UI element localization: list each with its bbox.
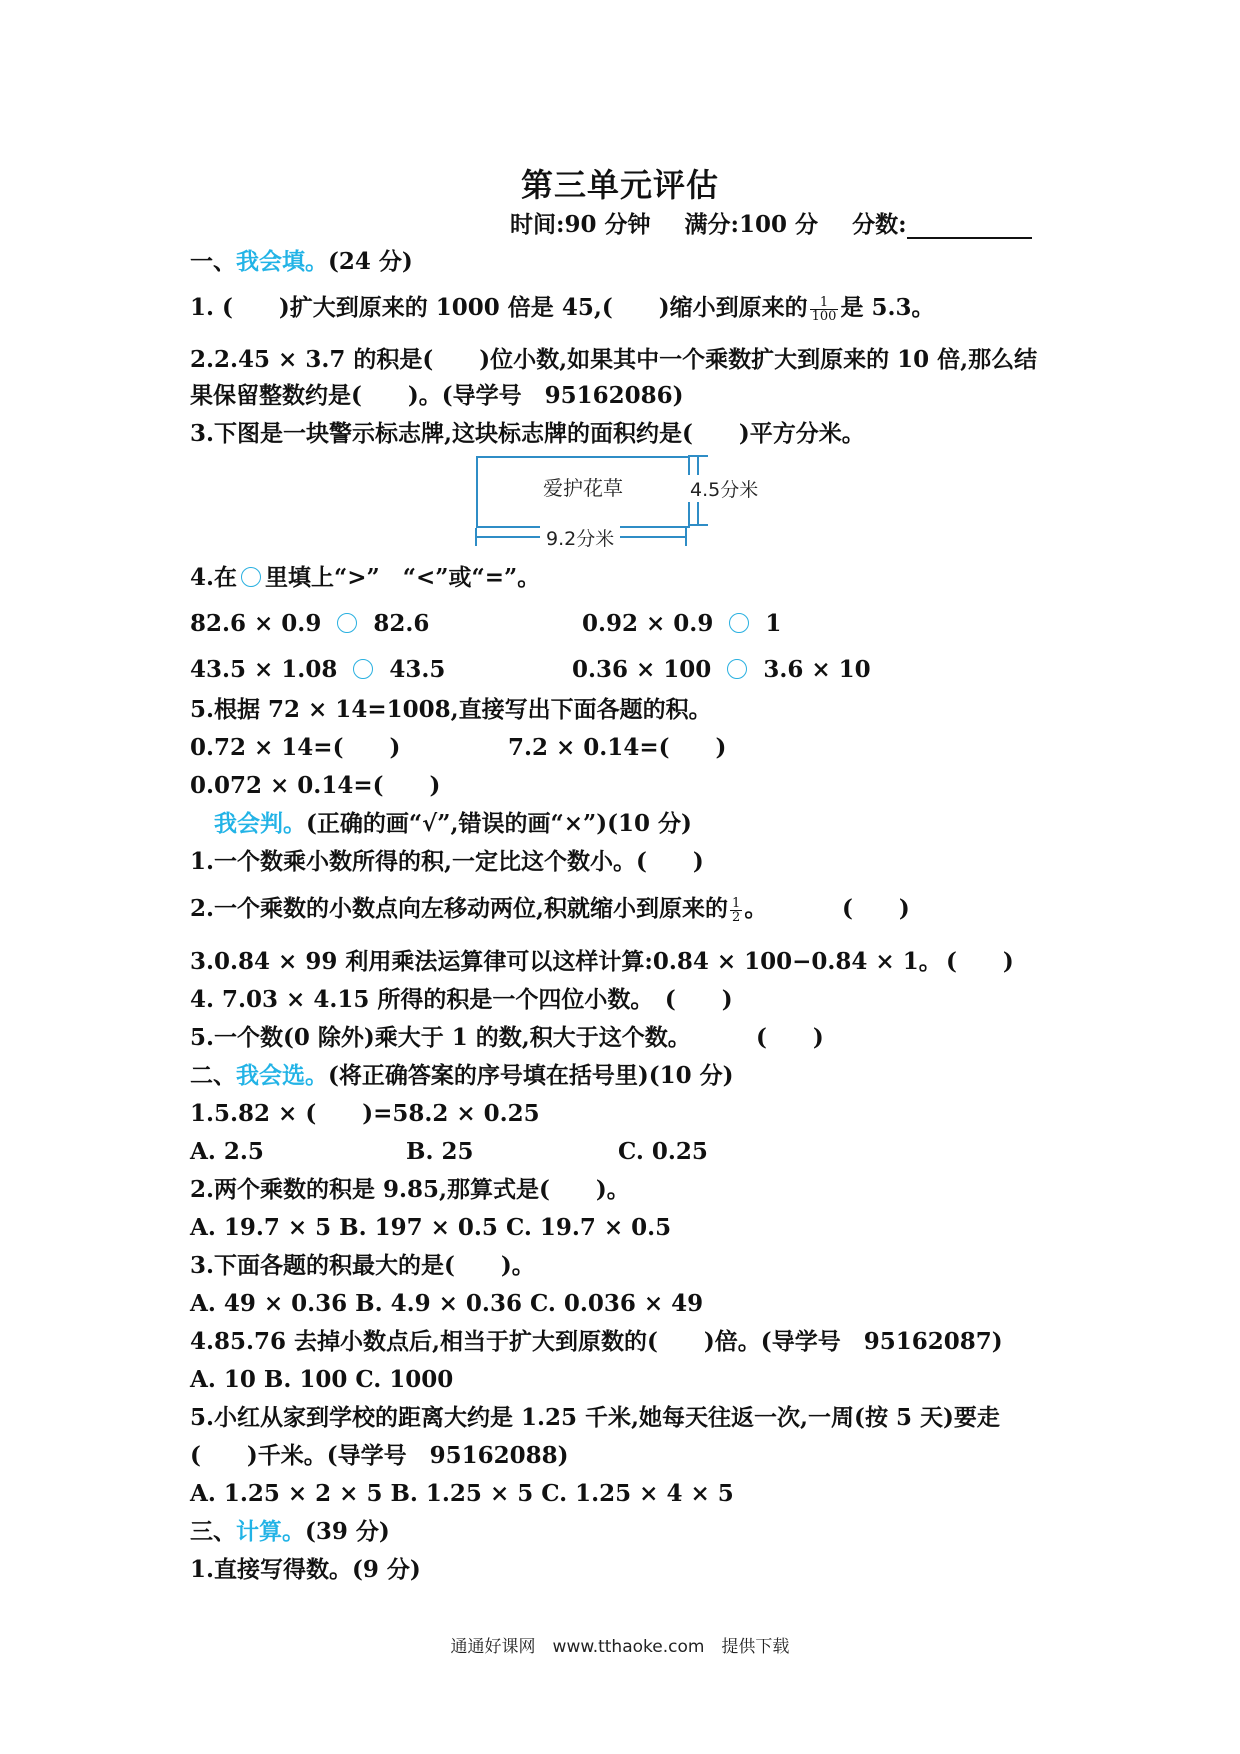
judge-question-3: 3.0.84 × 99 利用乘法运算律可以这样计算:0.84 × 100−0.84 × 1。 — [190, 948, 942, 975]
compare-circle[interactable] — [353, 659, 373, 679]
height-label: 4.5分米 — [688, 475, 760, 502]
s1-q5-item-1: 0.72 × 14=( ) — [190, 734, 401, 761]
full-score-label: 满分:100 分 — [684, 211, 819, 238]
judge-heading: 我会判。(正确的画“√”,错误的画“×”)(10 分) — [214, 810, 692, 837]
s1-question-1: 1. ( )扩大到原来的 1000 倍是 45,( )缩小到原来的 $\frac{1}{100}$ 是 5.3。 — [190, 294, 935, 324]
judge-answer-3[interactable]: ( ) — [946, 948, 1014, 975]
s1-question-3: 3.下图是一块警示标志牌,这块标志牌的面积约是( )平方分米。 — [190, 420, 865, 447]
circle-icon — [241, 567, 261, 587]
s2-question-5-line1: 5.小红从家到学校的距离大约是 1.25 千米,她每天往返一次,一周(按 5 天)要走 — [190, 1404, 1000, 1431]
s2-question-5-line2: ( )千米。(导学号 95162088) — [190, 1442, 569, 1469]
compare-circle[interactable] — [727, 659, 747, 679]
compare-item-3: 43.5 × 1.08 43.5 — [190, 656, 446, 683]
sign-rectangle — [476, 456, 690, 528]
s2-q4-options[interactable]: A. 10 B. 100 C. 1000 — [190, 1366, 454, 1393]
judge-question-1: 1.一个数乘小数所得的积,一定比这个数小。( ) — [190, 848, 704, 875]
judge-answer-2[interactable]: ( ) — [842, 895, 910, 922]
section1-heading: 一、我会填。(24 分) — [190, 248, 413, 275]
s2-q1-option-a[interactable]: A. 2.5 — [190, 1138, 264, 1165]
page-title: 第三单元评估 — [520, 166, 719, 204]
compare-item-2: 0.92 × 0.9 1 — [582, 610, 782, 637]
section2-heading: 二、我会选。(将正确答案的序号填在括号里)(10 分) — [190, 1062, 734, 1089]
time-label: 时间:90 分钟 — [510, 211, 651, 238]
s1-q5-item-3: 0.072 × 0.14=( ) — [190, 772, 441, 799]
judge-answer-5[interactable]: ( ) — [756, 1024, 824, 1051]
compare-circle[interactable] — [729, 613, 749, 633]
s2-question-1: 1.5.82 × ( )=58.2 × 0.25 — [190, 1100, 540, 1127]
exam-meta — [510, 206, 1058, 239]
s2-question-4: 4.85.76 去掉小数点后,相当于扩大到原数的( )倍。(导学号 95162087) — [190, 1328, 1003, 1355]
s2-q5-options[interactable]: A. 1.25 × 2 × 5 B. 1.25 × 5 C. 1.25 × 4 × 5 — [190, 1480, 734, 1507]
s1-q5-item-2: 7.2 × 0.14=( ) — [508, 734, 727, 761]
compare-item-1: 82.6 × 0.9 82.6 — [190, 610, 430, 637]
score-blank[interactable] — [907, 215, 1032, 239]
compare-circle[interactable] — [337, 613, 357, 633]
s2-q1-option-c[interactable]: C. 0.25 — [618, 1138, 708, 1165]
s2-q1-option-b[interactable]: B. 25 — [406, 1138, 474, 1165]
footer-text: 通通好课网 www.tthaoke.com 提供下载 — [450, 1637, 790, 1657]
judge-question-5: 5.一个数(0 除外)乘大于 1 的数,积大于这个数。 — [190, 1024, 691, 1051]
width-label: 9.2分米 — [540, 524, 620, 551]
s3-question-1: 1.直接写得数。(9 分) — [190, 1556, 421, 1583]
s2-question-2: 2.两个乘数的积是 9.85,那算式是( )。 — [190, 1176, 630, 1203]
s1-question-4: 4.在 里填上“>” “<”或“=”。 — [190, 564, 541, 591]
s2-q3-options[interactable]: A. 49 × 0.36 B. 4.9 × 0.36 C. 0.036 × 49 — [190, 1290, 704, 1317]
fraction-1-100: $\frac{1}{100}$ — [811, 294, 837, 324]
fraction-1-2: $\frac{1}{2}$ — [732, 895, 741, 925]
s2-question-3: 3.下面各题的积最大的是( )。 — [190, 1252, 535, 1279]
section3-heading: 三、计算。(39 分) — [190, 1518, 390, 1545]
s1-question-5: 5.根据 72 × 14=1008,直接写出下面各题的积。 — [190, 696, 712, 723]
s2-q2-options[interactable]: A. 19.7 × 5 B. 197 × 0.5 C. 19.7 × 0.5 — [190, 1214, 672, 1241]
judge-question-2: 2.一个乘数的小数点向左移动两位,积就缩小到原来的 $\frac{1}{2}$ 。 — [190, 895, 768, 925]
s1-question-2-line2: 果保留整数约是( )。(导学号 95162086) — [190, 382, 684, 409]
score-label: 分数: — [852, 211, 907, 238]
s1-question-2-line1: 2.2.45 × 3.7 的积是( )位小数,如果其中一个乘数扩大到原来的 10 倍,那么结 — [190, 346, 1038, 373]
sign-text: 爱护花草 — [543, 476, 623, 500]
compare-item-4: 0.36 × 100 3.6 × 10 — [572, 656, 871, 683]
judge-question-4: 4. 7.03 × 4.15 所得的积是一个四位小数。 ( ) — [190, 986, 733, 1013]
